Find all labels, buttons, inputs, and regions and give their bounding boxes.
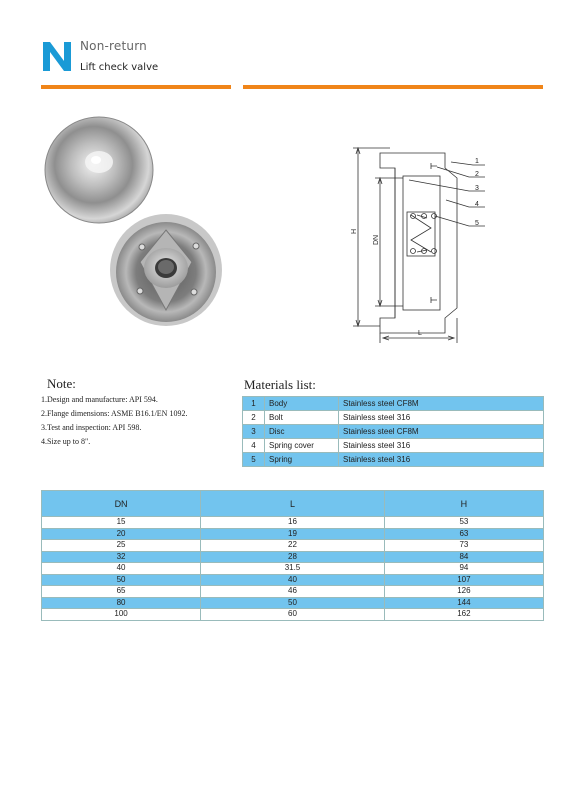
material-no: 4 bbox=[243, 439, 265, 453]
cell-dn: 40 bbox=[42, 563, 201, 575]
header-l: L bbox=[201, 491, 385, 517]
product-photos bbox=[44, 110, 234, 350]
material-row bbox=[243, 411, 544, 425]
note-item: 1.Design and manufacture: API 594. bbox=[41, 395, 158, 404]
cell-h: 84 bbox=[384, 551, 543, 563]
cell-h: 107 bbox=[384, 574, 543, 586]
cell-l: 28 bbox=[201, 551, 385, 563]
material-part: Spring bbox=[265, 453, 339, 467]
notes-title: Note: bbox=[47, 376, 76, 391]
material-part: Disc bbox=[265, 425, 339, 439]
callout-1: 1 bbox=[475, 158, 479, 165]
material-spec: Stainless steel CF8M bbox=[339, 397, 544, 411]
material-row bbox=[243, 397, 544, 411]
material-part: Bolt bbox=[265, 411, 339, 425]
cell-l: 19 bbox=[201, 528, 385, 540]
table-row bbox=[42, 517, 544, 529]
dim-dn-label: DN bbox=[373, 234, 380, 245]
material-part: Spring cover bbox=[265, 439, 339, 453]
material-row bbox=[243, 439, 544, 453]
table-row bbox=[42, 551, 544, 563]
material-spec: Stainless steel 316 bbox=[339, 453, 544, 467]
header-h: H bbox=[384, 491, 543, 517]
material-spec: Stainless steel CF8M bbox=[339, 425, 544, 439]
callout-4: 4 bbox=[475, 201, 479, 208]
header-divider-right bbox=[243, 85, 543, 89]
materials-title: Materials list: bbox=[244, 377, 316, 392]
table-row bbox=[42, 597, 544, 609]
callout-3: 3 bbox=[475, 185, 479, 192]
material-no: 2 bbox=[243, 411, 265, 425]
page-title: Non-return bbox=[80, 39, 147, 53]
cell-l: 60 bbox=[201, 609, 385, 621]
cell-l: 40 bbox=[201, 574, 385, 586]
page-subtitle: Lift check valve bbox=[80, 62, 159, 73]
material-part: Body bbox=[265, 397, 339, 411]
cell-h: 94 bbox=[384, 563, 543, 575]
cell-dn: 32 bbox=[42, 551, 201, 563]
table-row bbox=[42, 563, 544, 575]
header-divider-left bbox=[41, 85, 231, 89]
material-no: 5 bbox=[243, 453, 265, 467]
material-spec: Stainless steel 316 bbox=[339, 439, 544, 453]
cell-h: 162 bbox=[384, 609, 543, 621]
note-item: 2.Flange dimensions: ASME B16.1/EN 1092. bbox=[41, 409, 188, 418]
table-row bbox=[42, 528, 544, 540]
cell-h: 53 bbox=[384, 517, 543, 529]
cell-l: 22 bbox=[201, 540, 385, 552]
material-spec: Stainless steel 316 bbox=[339, 411, 544, 425]
cross-section-drawing bbox=[345, 138, 545, 348]
cell-l: 46 bbox=[201, 586, 385, 598]
material-no: 3 bbox=[243, 425, 265, 439]
cell-l: 31.5 bbox=[201, 563, 385, 575]
callout-2: 2 bbox=[475, 171, 479, 178]
cell-dn: 100 bbox=[42, 609, 201, 621]
notes-list bbox=[41, 393, 231, 449]
material-row bbox=[243, 453, 544, 467]
cell-h: 144 bbox=[384, 597, 543, 609]
valve-back-photo bbox=[45, 117, 153, 223]
material-row bbox=[243, 425, 544, 439]
cell-l: 16 bbox=[201, 517, 385, 529]
dimensions-header-row bbox=[42, 491, 544, 517]
note-item: 3.Test and inspection: API 598. bbox=[41, 423, 142, 432]
cell-dn: 25 bbox=[42, 540, 201, 552]
brand-logo bbox=[41, 40, 73, 73]
cell-dn: 65 bbox=[42, 586, 201, 598]
table-row bbox=[42, 540, 544, 552]
dim-l-label: L bbox=[418, 330, 422, 337]
table-row bbox=[42, 574, 544, 586]
cell-dn: 80 bbox=[42, 597, 201, 609]
cell-dn: 50 bbox=[42, 574, 201, 586]
header-dn: DN bbox=[42, 491, 201, 517]
cell-l: 50 bbox=[201, 597, 385, 609]
table-row bbox=[42, 586, 544, 598]
callout-5: 5 bbox=[475, 220, 479, 227]
materials-table bbox=[242, 396, 544, 467]
valve-front-photo bbox=[110, 214, 222, 326]
cell-dn: 20 bbox=[42, 528, 201, 540]
material-no: 1 bbox=[243, 397, 265, 411]
table-row bbox=[42, 609, 544, 621]
cell-h: 63 bbox=[384, 528, 543, 540]
cell-h: 126 bbox=[384, 586, 543, 598]
dimensions-table bbox=[41, 490, 544, 621]
logo-letter: N bbox=[41, 40, 42, 41]
cell-dn: 15 bbox=[42, 517, 201, 529]
cell-h: 73 bbox=[384, 540, 543, 552]
dim-h-label: H bbox=[351, 228, 358, 234]
note-item: 4.Size up to 8". bbox=[41, 437, 91, 446]
